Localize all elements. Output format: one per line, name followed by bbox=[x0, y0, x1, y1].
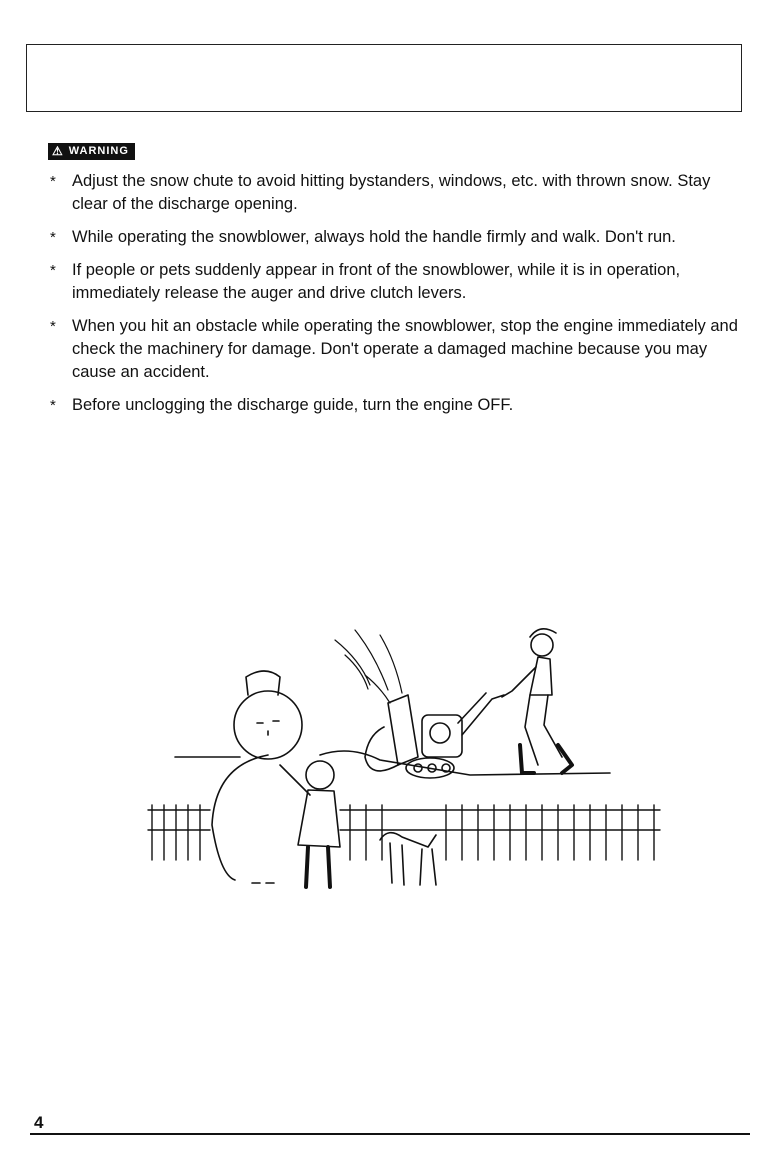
item-text: While operating the snowblower, always hold the handle firmly and walk. Don't run. bbox=[72, 228, 676, 246]
list-item bbox=[44, 170, 744, 216]
bullet: * bbox=[50, 262, 56, 279]
list-item bbox=[44, 259, 744, 305]
snowblower-illustration bbox=[140, 615, 670, 905]
bullet: * bbox=[50, 318, 56, 335]
warning-label: WARNING bbox=[68, 145, 129, 157]
bullet: * bbox=[50, 173, 56, 190]
item-text: Before unclogging the discharge guide, turn the engine OFF. bbox=[72, 396, 514, 414]
bullet: * bbox=[50, 397, 56, 414]
footer-rule bbox=[30, 1133, 750, 1135]
warning-icon: ⚠ bbox=[52, 144, 64, 158]
item-text: Adjust the snow chute to avoid hitting bystanders, windows, etc. with thrown snow. Stay clear of the discharge opening. bbox=[72, 172, 711, 213]
list-item bbox=[44, 226, 744, 249]
warning-list bbox=[44, 170, 744, 427]
list-item bbox=[44, 315, 744, 384]
item-text: When you hit an obstacle while operating the snowblower, stop the engine immediately and check the machinery for damage. Don't operate a damaged machine because you may cause an accident. bbox=[72, 317, 738, 381]
top-empty-frame bbox=[26, 44, 742, 112]
bullet: * bbox=[50, 229, 56, 246]
warning-badge bbox=[48, 143, 135, 160]
item-text: If people or pets suddenly appear in front of the snowblower, while it is in operation, immediately release the auger and drive clutch levers. bbox=[72, 261, 681, 302]
page-number: 4 bbox=[34, 1113, 44, 1132]
list-item bbox=[44, 394, 744, 417]
